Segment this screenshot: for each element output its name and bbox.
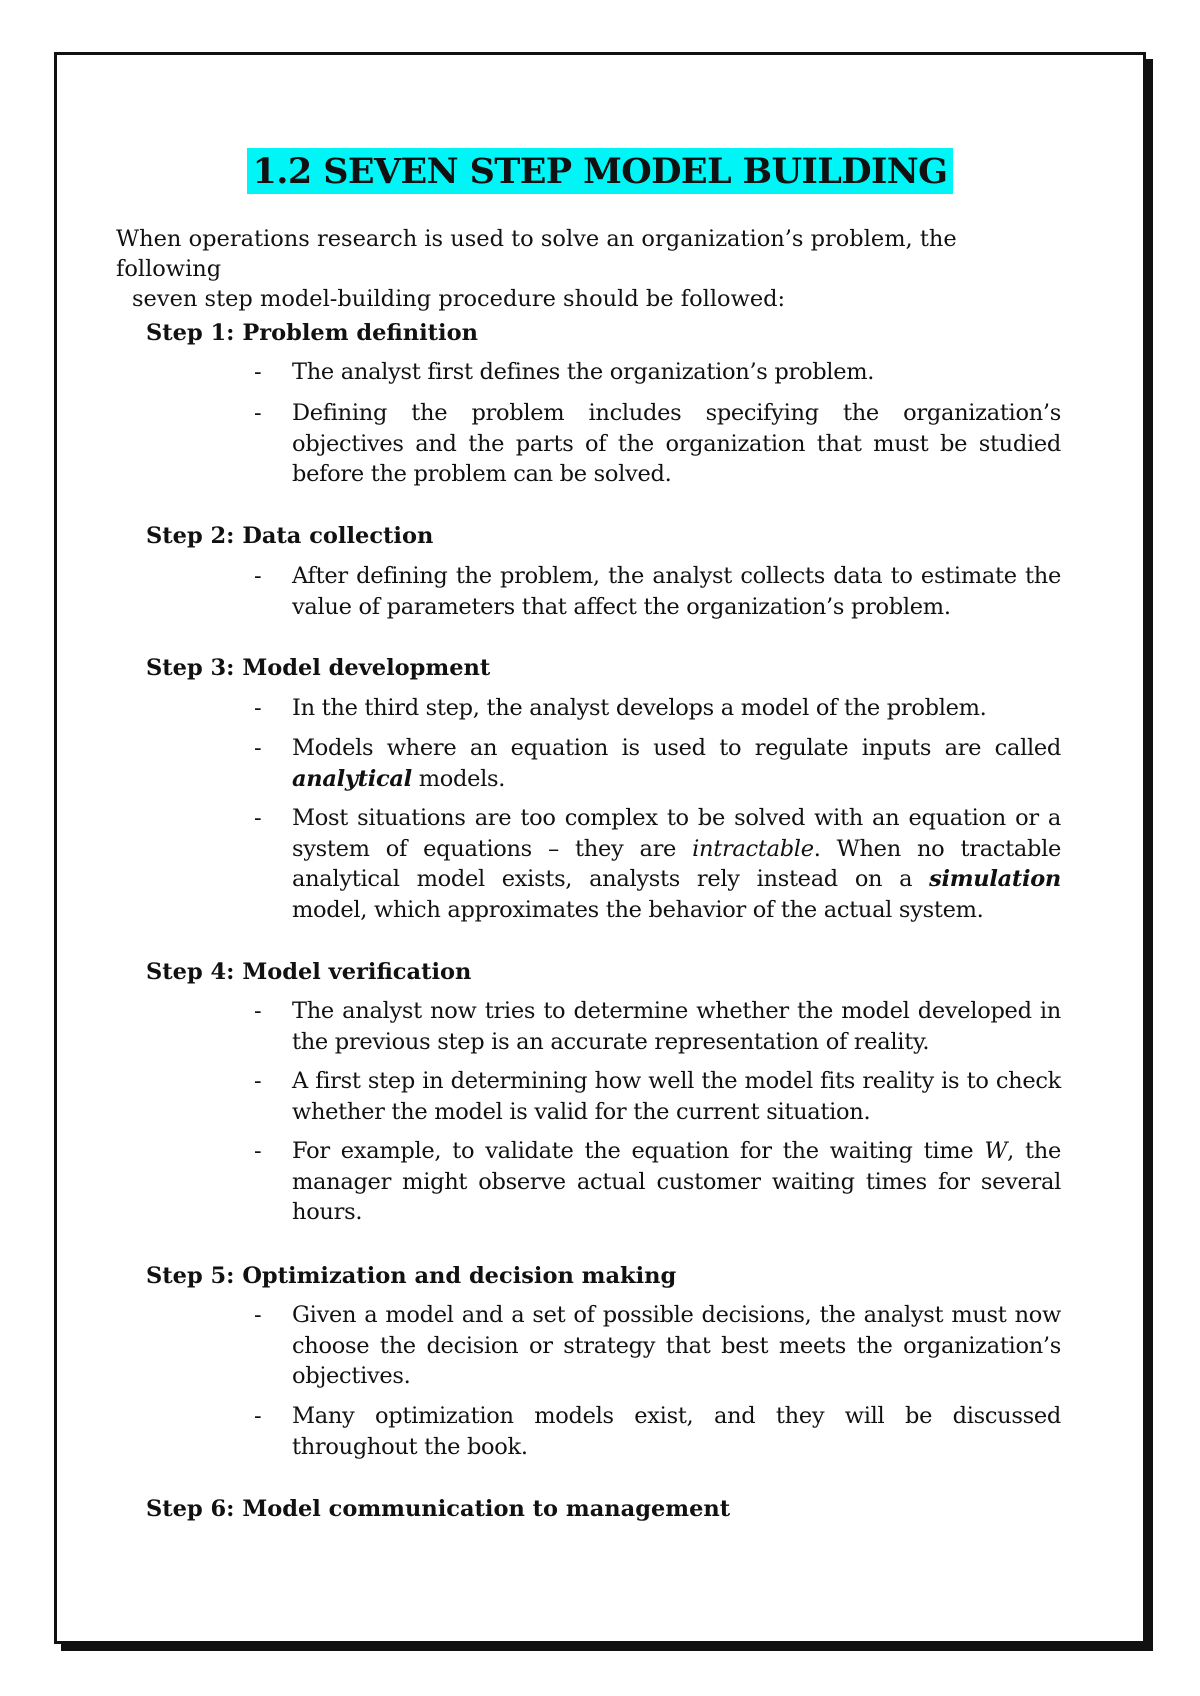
dash-bullet: - (254, 1138, 262, 1164)
intro-line-1: When operations research is used to solve an organization’s problem, the following (116, 226, 957, 282)
step-3-bullet-1 (254, 693, 1061, 724)
step-2-heading: Step 2: Data collection (146, 523, 434, 549)
bullet-text: Many optimization models exist, and they will be discussed throughout the book. (292, 1403, 1061, 1460)
emphasis-simulation: simulation (929, 866, 1061, 892)
bullet-text-part: model, which approximates the behavior of the actual system. (292, 896, 984, 923)
dash-bullet: - (254, 400, 262, 426)
bullet-text-part: models. (411, 765, 506, 792)
dash-bullet: - (254, 563, 262, 589)
step-4-heading: Step 4: Model verification (146, 959, 472, 985)
emphasis-w: W (984, 1138, 1008, 1164)
bullet-text-part: Models where an equation is used to regulate inputs are called (292, 735, 1061, 761)
bullet-text: The analyst now tries to determine whether the model developed in the previous step is an accurate representation of reality. (292, 998, 1061, 1055)
title-wrap (0, 148, 1200, 194)
step-4-bullet-3 (254, 1136, 1061, 1228)
bullet-text-part: , the manager might observe actual customer waiting times for several hours. (292, 1138, 1061, 1225)
bullet-text (292, 803, 1061, 925)
dash-bullet: - (254, 998, 262, 1024)
bullet-text: The analyst first defines the organization’s problem. (292, 359, 875, 385)
bullet-text-part: . When no tractable analytical model exists, analysts rely instead on a (292, 835, 1061, 892)
bullet-text: After defining the problem, the analyst collects data to estimate the value of parameters that affect the organization’s problem. (292, 563, 1061, 620)
dash-bullet: - (254, 1068, 262, 1094)
dash-bullet: - (254, 735, 262, 761)
bullet-text: In the third step, the analyst develops a model of the problem. (292, 695, 987, 721)
dash-bullet: - (254, 1302, 262, 1328)
bullet-text (292, 1136, 1061, 1228)
step-5-bullet-2 (254, 1401, 1061, 1462)
step-3-bullet-3 (254, 803, 1061, 925)
step-4-bullet-2 (254, 1066, 1061, 1127)
intro-line-2: seven step model-building procedure should be followed: (132, 286, 786, 312)
dash-bullet: - (254, 805, 262, 831)
emphasis-analytical: analytical (292, 765, 412, 792)
dash-bullet: - (254, 359, 262, 385)
dash-bullet: - (254, 1403, 262, 1429)
step-2-bullet-1 (254, 561, 1061, 622)
step-3-heading: Step 3: Model development (146, 655, 491, 681)
step-4-bullet-1 (254, 996, 1061, 1057)
bullet-text-part: Most situations are too complex to be solved with an equation or a system of equations – they are (292, 805, 1061, 862)
bullet-text: A first step in determining how well the model fits reality is to check whether the model is valid for the current situation. (292, 1068, 1061, 1125)
step-1-bullet-1 (254, 357, 1061, 388)
intro-paragraph (116, 224, 1061, 314)
bullet-text (292, 733, 1061, 794)
emphasis-intractable: intractable (692, 835, 814, 862)
step-5-heading: Step 5: Optimization and decision making (146, 1263, 677, 1289)
step-1-bullet-2 (254, 398, 1061, 490)
step-5-bullet-1 (254, 1300, 1061, 1392)
bullet-text: Given a model and a set of possible decisions, the analyst must now choose the decision or strategy that best meets the organization’s objectives. (292, 1302, 1061, 1389)
step-1-heading: Step 1: Problem definition (146, 320, 478, 346)
step-6-heading: Step 6: Model communication to management (146, 1496, 731, 1522)
step-3-bullet-2 (254, 733, 1061, 794)
dash-bullet: - (254, 695, 262, 721)
page-title: 1.2 SEVEN STEP MODEL BUILDING (247, 148, 954, 194)
bullet-text-part: For example, to validate the equation for the waiting time (292, 1138, 985, 1164)
bullet-text: Defining the problem includes specifying the organization’s objectives and the parts of the organization that must be studied before the problem can be solved. (292, 400, 1061, 487)
